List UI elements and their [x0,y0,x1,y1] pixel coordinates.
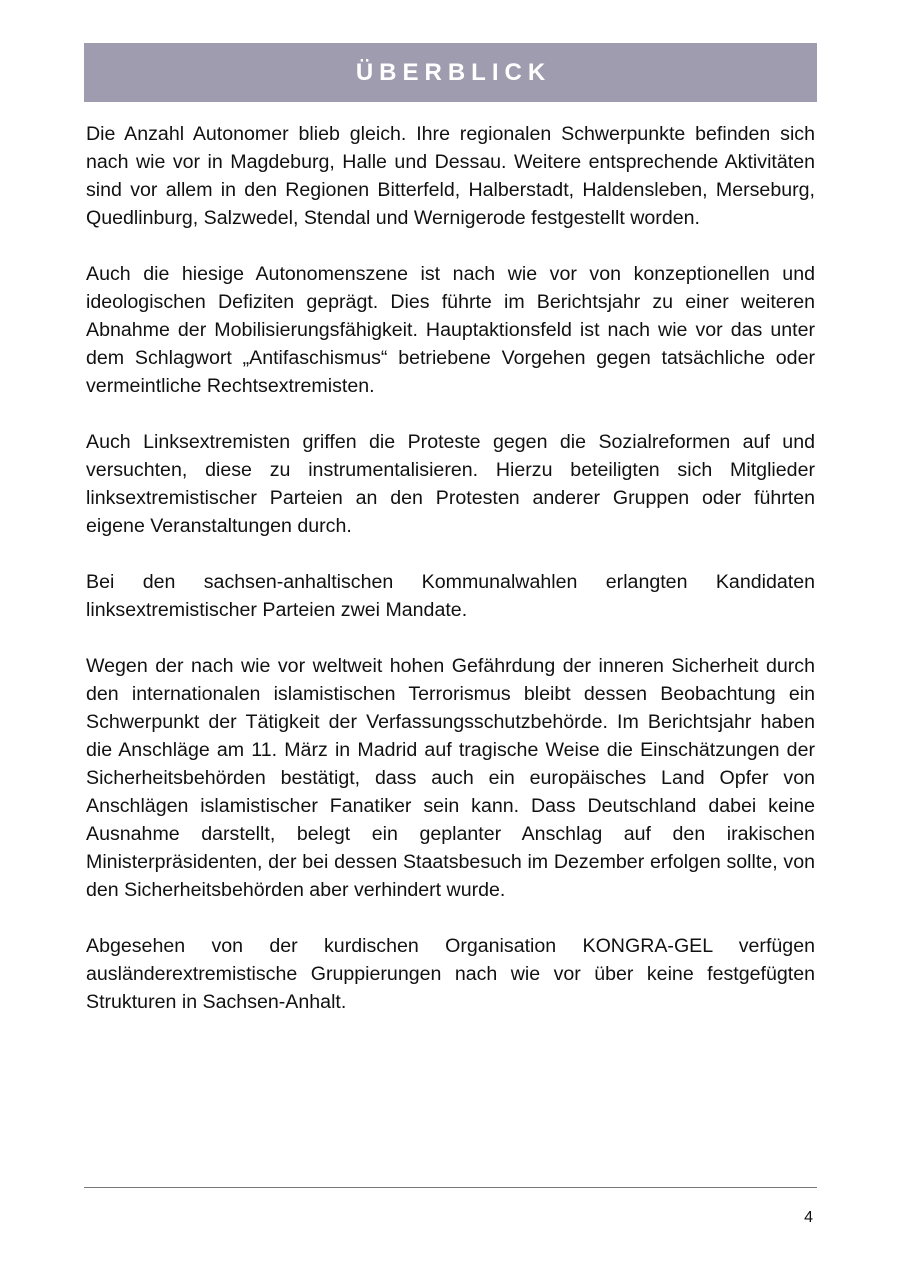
paragraph-islamismus: Wegen der nach wie vor weltweit hohen Gefährdung der inneren Sicherheit durch den internationalen islamistischen Terrorismus bleibt dessen Beobachtung ein Schwerpunkt der Tätigkeit der Verfassungsschutzbehörde. Im Berichtsjahr haben die Anschläge am 11. März in Madrid auf tragische Weise die Einschätzungen der Sicherheitsbehörden bestätigt, dass auch ein europäisches Land Opfer von Anschlägen islamistischer Fanatiker sein kann. Dass Deutschland dabei keine Ausnahme darstellt, belegt ein geplanter Anschlag auf den irakischen Ministerpräsidenten, der bei dessen Staatsbesuch im Dezember erfolgen sollte, von den Sicherheitsbehörden aber verhindert wurde. [86,655,815,901]
section-title: ÜBERBLICK [355,58,552,86]
page-number: 4 [804,1209,813,1226]
paragraph-linksextremisten: Auch Linksextremisten griffen die Proteste gegen die Sozialreformen auf und versuchten, diese zu instrumentalisieren. Hierzu beteiligten sich Mitglieder linksextremistischer Parteien an den Protesten anderer Gruppen oder führten eigene Veranstaltungen durch. [86,431,815,537]
section-header-bar [84,43,817,102]
paragraph-kommunalwahlen: Bei den sachsen-anhaltischen Kommunalwahlen erlangten Kandidaten linksextremistischer Parteien zwei Mandate. [86,571,815,621]
paragraph-autonome: Die Anzahl Autonomer blieb gleich. Ihre regionalen Schwerpunkte befinden sich nach wie vor in Magdeburg, Halle und Dessau. Weitere entsprechende Aktivitäten sind vor allem in den Regionen Bitterfeld, Halberstadt, Haldensleben, Merseburg, Quedlinburg, Salzwedel, Stendal und Wernigerode festgestellt worden. [86,123,815,229]
paragraph-autonomenszene: Auch die hiesige Autonomenszene ist nach wie vor von konzeptionellen und ideologischen Defiziten geprägt. Dies führte im Berichtsjahr zu einer weiteren Abnahme der Mobilisierungsfähigkeit. Hauptaktionsfeld ist nach wie vor das unter dem Schlagwort „Antifaschismus“ betriebene Vorgehen gegen tatsächliche oder vermeintliche Rechtsextremisten. [86,263,815,397]
paragraph-auslaenderextremismus: Abgesehen von der kurdischen Organisation KONGRA-GEL verfügen ausländerextremistische Gruppierungen nach wie vor über keine festgefügten Strukturen in Sachsen-Anhalt. [86,935,815,1013]
body-text [86,120,815,1044]
footer-divider [84,1187,817,1188]
